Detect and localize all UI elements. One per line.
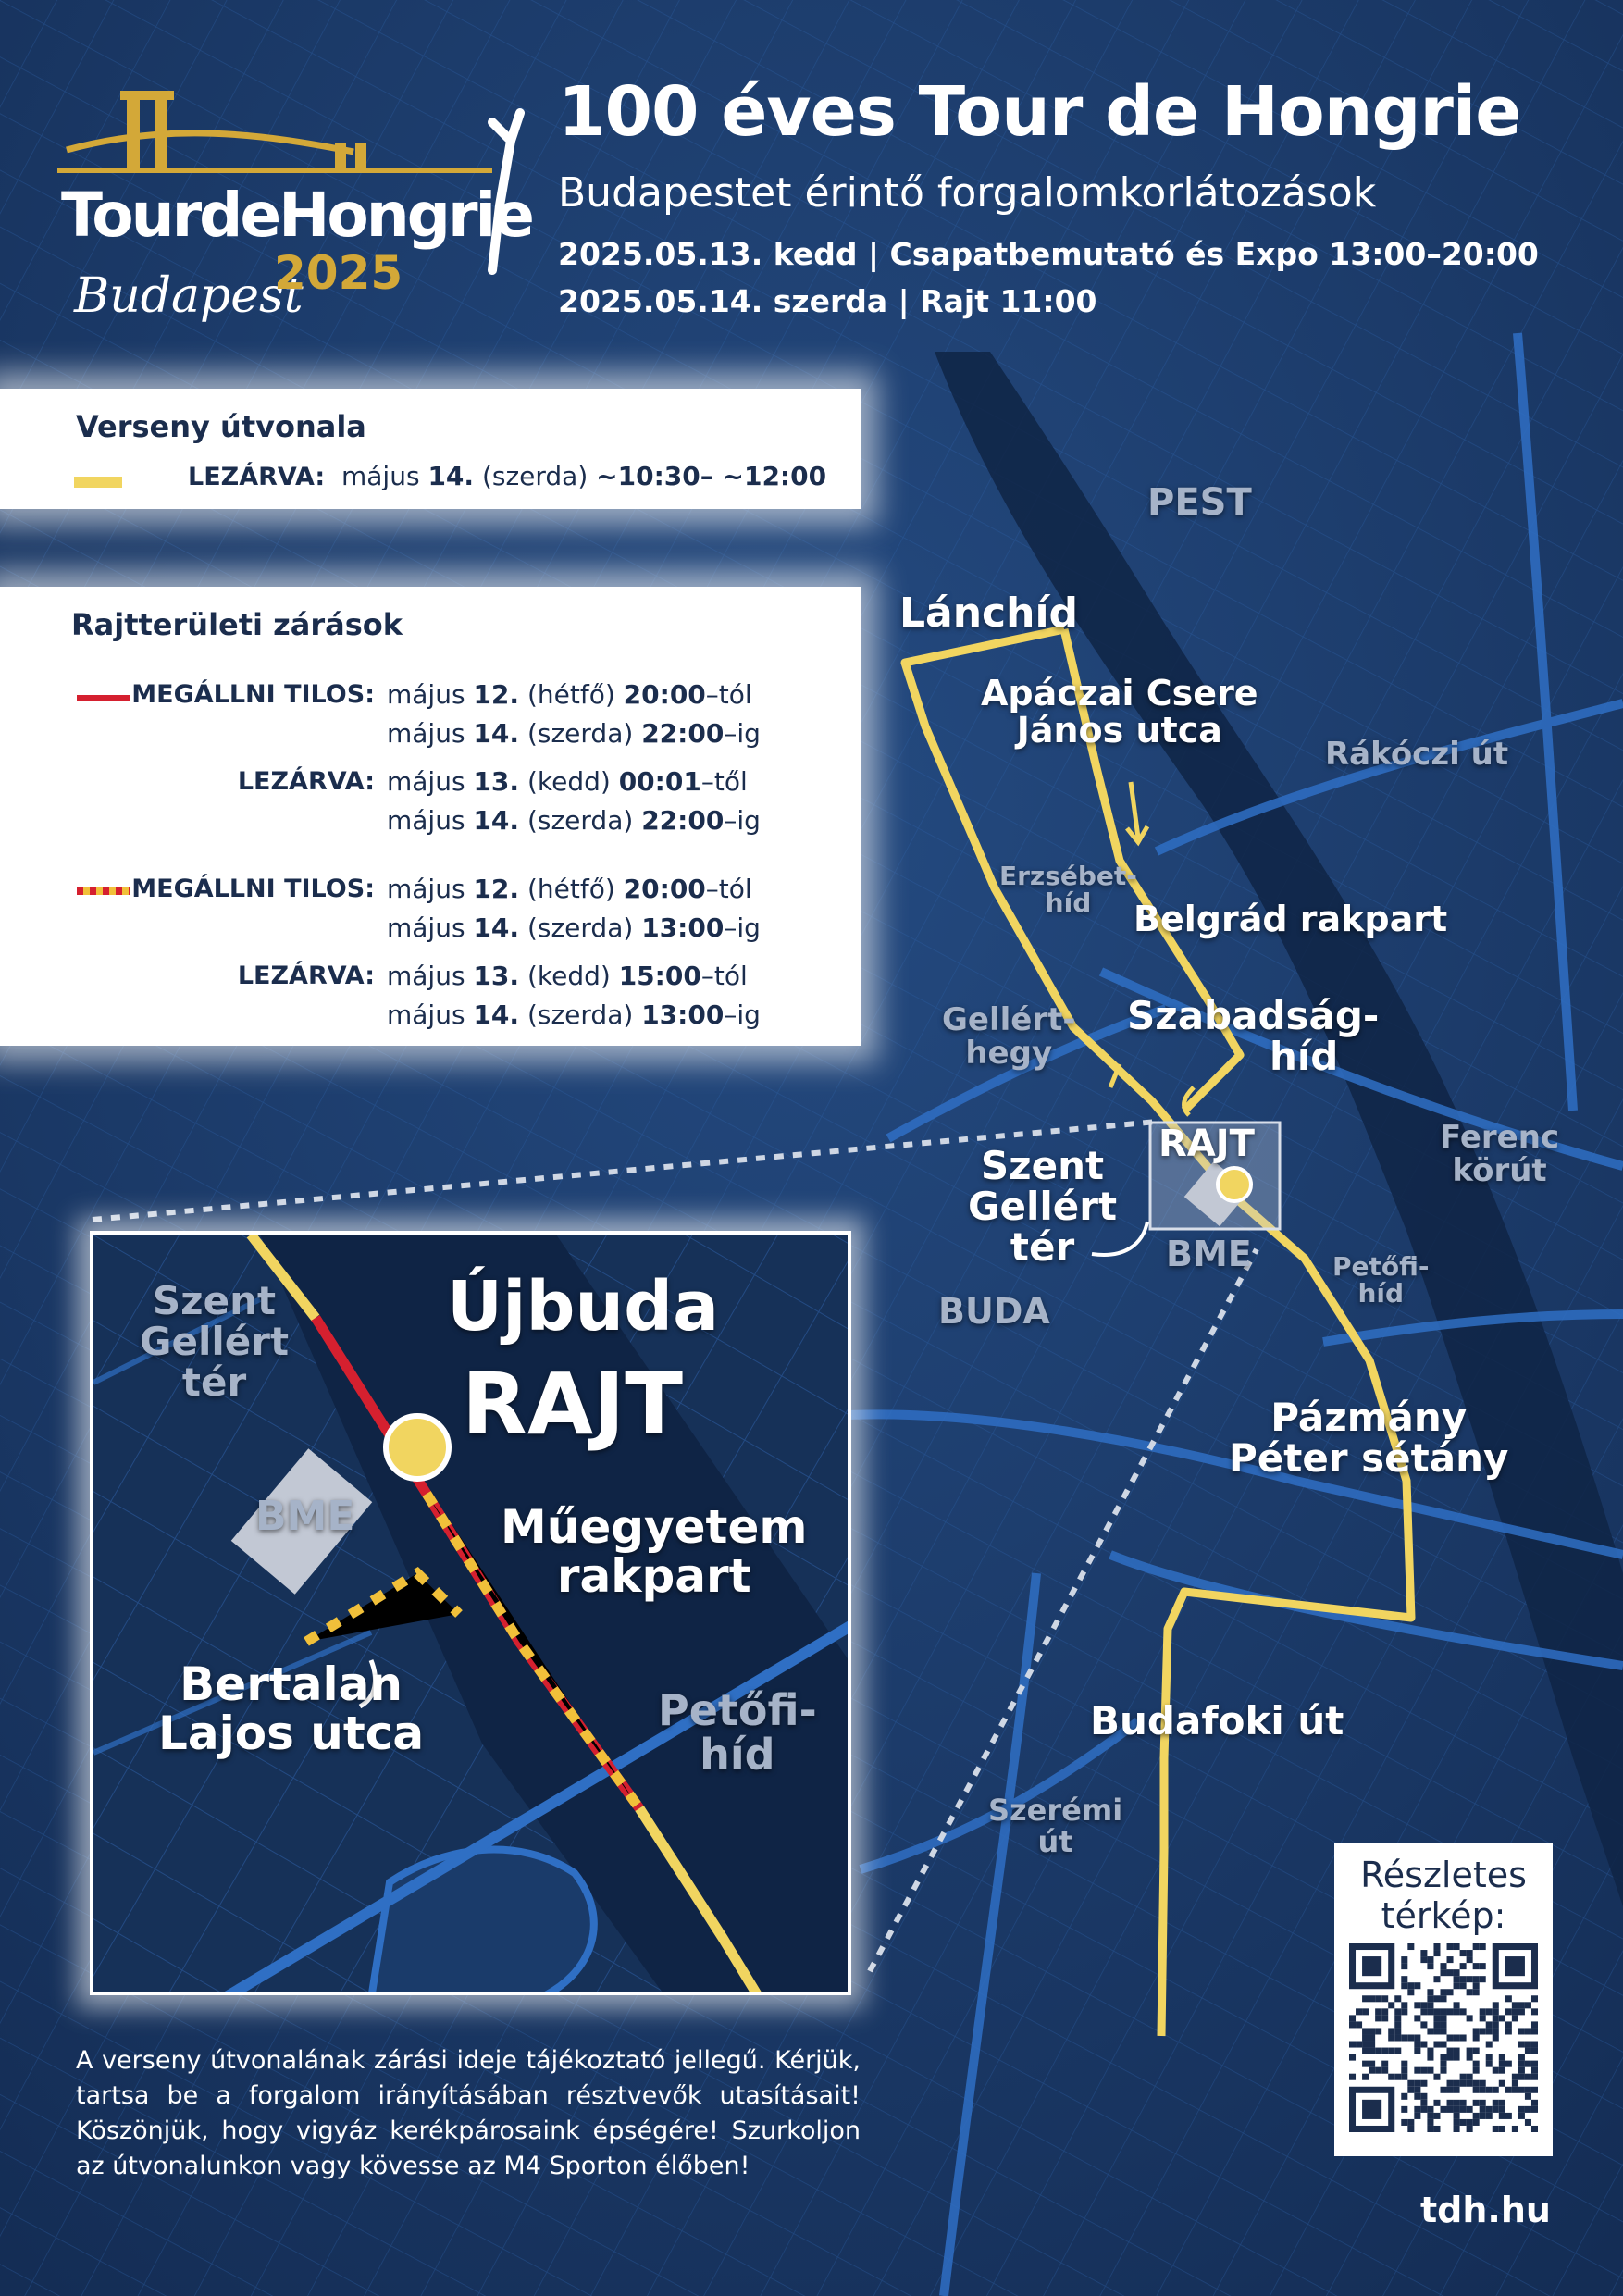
label-szabadsag: Szabadság- híd xyxy=(1127,993,1380,1080)
legend-start-title: Rajtterületi zárások xyxy=(71,607,403,642)
legend-row-text: május 12. (hétfő) 20:00–tól xyxy=(387,874,752,904)
website-link[interactable]: tdh.hu xyxy=(1420,2190,1551,2230)
label-budafoki: Budafoki út xyxy=(1090,1698,1344,1744)
label-petofi-main: Petőfi- híd xyxy=(1332,1251,1430,1309)
date-line-1: 2025.05.13. kedd | Csapatbemutató és Expo 13:00–20:00 xyxy=(558,236,1539,272)
date-line-2: 2025.05.14. szerda | Rajt 11:00 xyxy=(558,283,1097,319)
inset-label-district: Újbuda xyxy=(447,1267,720,1347)
legend-row-text: május 14. (szerda) 13:00–ig xyxy=(387,999,761,1030)
legend-row-text: május 13. (kedd) 00:01–től xyxy=(387,766,748,797)
legend-row-text: május 14. (szerda) 22:00–ig xyxy=(387,805,761,836)
page-subtitle: Budapestet érintő forgalomkorlátozások xyxy=(558,169,1377,217)
inset-map xyxy=(90,1231,851,1995)
legend-row-text: május 12. (hétfő) 20:00–tól xyxy=(387,679,752,710)
inset-label-muegyetem: Műegyetem rakpart xyxy=(501,1500,808,1603)
label-szent-gellert: Szent Gellért tér xyxy=(968,1143,1118,1271)
label-gellerthegy: Gellért- hegy xyxy=(942,1001,1076,1072)
label-buda: BUDA xyxy=(938,1291,1050,1332)
inset-label-szent-gellert: Szent Gellért tér xyxy=(140,1278,290,1406)
disclaimer-text: A verseny útvonalának zárási ideje tájékoztató jellegű. Kérjük, tartsa be a forgalom irányításában résztvevők utasításait! Köszönjük, hogy vigyáz kerékpárosaink épségére! Szurkoljon az útvonalunkon vagy kövesse az M4 Sporton élőben! xyxy=(76,2046,861,2180)
label-szeremi: Szerémi út xyxy=(988,1793,1123,1859)
legend-row-label: MEGÁLLNI TILOS: xyxy=(131,680,375,709)
qr-title: Részletes térkép: xyxy=(1360,1855,1527,1936)
legend-row-text: május 14. (szerda) 22:00–ig xyxy=(387,718,761,749)
legend-route-title: Verseny útvonala xyxy=(76,409,366,444)
logo-year: 2025 xyxy=(274,246,403,300)
legend-row-label: LEZÁRVA: xyxy=(237,767,375,796)
qr-code-box[interactable] xyxy=(1334,1843,1553,2156)
start-point xyxy=(1218,1168,1251,1201)
legend-row-label: MEGÁLLNI TILOS: xyxy=(131,875,375,903)
label-rajt-main: RAJT xyxy=(1158,1123,1255,1165)
legend-row-label: LEZÁRVA: xyxy=(237,962,375,990)
label-pest: PEST xyxy=(1147,481,1252,524)
label-ferenc: Ferenc körút xyxy=(1440,1119,1560,1189)
inset-label-rajt: RAJT xyxy=(462,1355,684,1454)
legend-row-text: május 14. (szerda) 13:00–ig xyxy=(387,912,761,943)
legend-route-row: LEZÁRVA: május 14. (szerda) ~10:30– ~12:00 xyxy=(188,461,827,491)
logo-wordmark: TourdeHongrie xyxy=(61,180,532,251)
legend-route-panel xyxy=(0,389,861,509)
inset-label-bme: BME xyxy=(255,1493,355,1540)
label-lanchid: Lánchíd xyxy=(899,590,1079,637)
inset-label-bertalan: Bertalan Lajos utca xyxy=(158,1657,425,1760)
no-stopping-dashed-swatch xyxy=(77,887,130,895)
qr-code-icon[interactable] xyxy=(1349,1943,1538,2132)
label-erzsebet: Erzsébet- híd xyxy=(999,861,1137,919)
legend-row-text: május 13. (kedd) 15:00–tól xyxy=(387,961,748,991)
no-stopping-swatch xyxy=(77,695,130,701)
inset-label-petofi: Petőfi- híd xyxy=(658,1685,817,1781)
label-rakoczi: Rákóczi út xyxy=(1325,736,1509,773)
label-belgrad: Belgrád rakpart xyxy=(1134,899,1448,939)
label-apaczai: Apáczai Csere János utca xyxy=(981,673,1258,751)
route-swatch xyxy=(74,477,122,488)
legend-start-panel xyxy=(0,587,861,1046)
label-bme-main: BME xyxy=(1166,1234,1252,1274)
label-pazmany: Pázmány Péter sétány xyxy=(1229,1395,1509,1482)
logo-city: Budapest xyxy=(74,268,304,324)
page-title: 100 éves Tour de Hongrie xyxy=(558,72,1521,152)
